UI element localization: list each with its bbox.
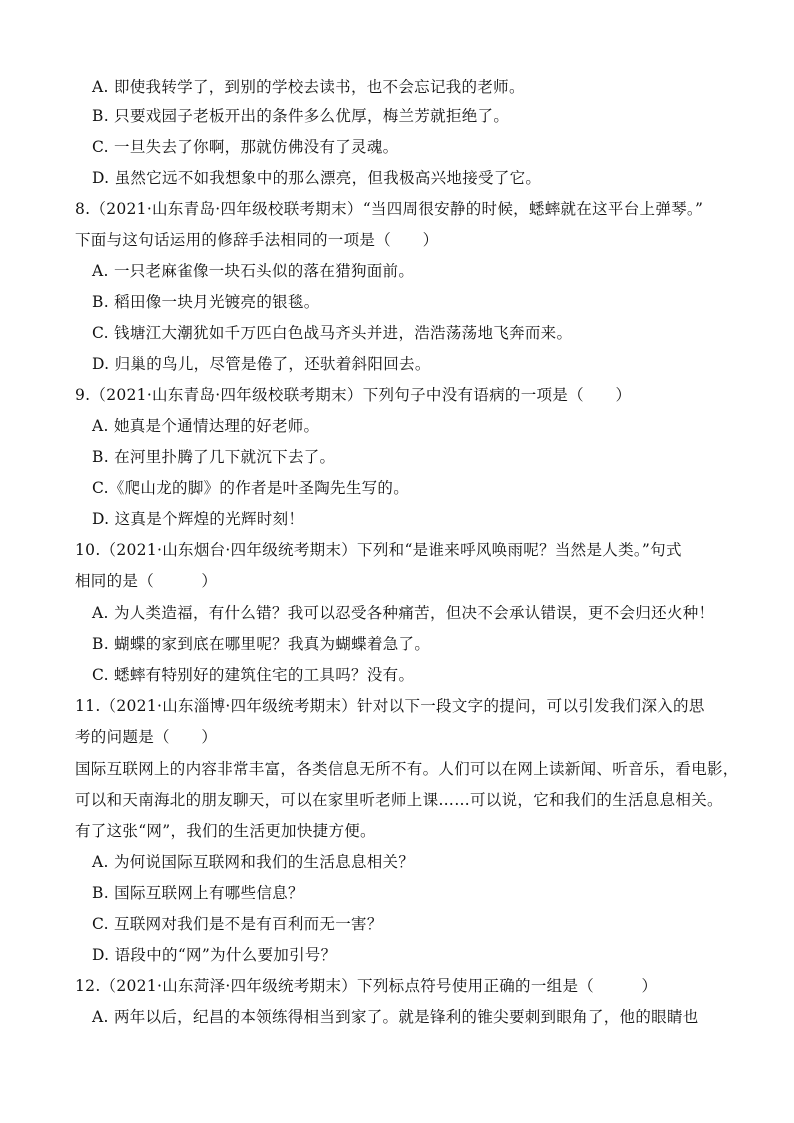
q11-passage-line2: 可以和天南海北的朋友聊天，可以在家里听老师上课……可以说，它和我们的生活息息相关。 [75, 791, 723, 809]
q8-option-b: B. 稻田像一块月光镀亮的银毯。 [92, 293, 320, 311]
q11-option-c: C. 互联网对我们是不是有百利而无一害？ [92, 915, 383, 933]
q8-option-d: D. 归巢的鸟儿，尽管是倦了，还驮着斜阳回去。 [92, 355, 431, 373]
q9-option-b: B. 在河里扑腾了几下就沉下去了。 [92, 448, 336, 466]
q7-option-d: D. 虽然它远不如我想象中的那么漂亮，但我极高兴地接受了它。 [92, 169, 542, 187]
q11-stem-line1: 11.（2021·山东淄博·四年级统考期末）针对以下一段文字的提问，可以引发我们深入的思 [75, 697, 705, 715]
q9-stem: 9.（2021·山东青岛·四年级校联考期末）下列句子中没有语病的一项是（ ） [75, 386, 632, 404]
q8-option-a: A. 一只老麻雀像一块石头似的落在猎狗面前。 [92, 262, 415, 280]
q10-option-a: A. 为人类造福，有什么错？我可以忍受各种痛苦，但决不会承认错误，更不会归还火种！ [92, 604, 715, 622]
q7-option-b: B. 只要戏园子老板开出的条件多么优厚，梅兰芳就拒绝了。 [92, 107, 510, 125]
q8-stem-line1: 8.（2021·山东青岛·四年级校联考期末）“当四周很安静的时候，蟋蟀就在这平台上弹琴。” [75, 200, 704, 218]
q9-option-a: A. 她真是个通情达理的好老师。 [92, 417, 320, 435]
q11-option-d: D. 语段中的“网”为什么要加引号？ [92, 946, 337, 964]
q11-passage-line1: 国际互联网上的内容非常丰富，各类信息无所不有。人们可以在网上读新闻、听音乐，看电影， [75, 760, 739, 778]
q11-passage-line3: 有了这张“网”，我们的生活更加快捷方便。 [75, 822, 376, 840]
q9-option-c: C.《爬山龙的脚》的作者是叶圣陶先生写的。 [92, 479, 410, 497]
q10-stem-line1: 10.（2021·山东烟台·四年级统考期末）下列和“是谁来呼风唤雨呢？当然是人类。”句式 [75, 541, 682, 559]
q12-option-a: A. 两年以后，纪昌的本领练得相当到家了。就是锋利的锥尖要刺到眼角了，他的眼睛也 [92, 1008, 699, 1026]
q11-option-b: B. 国际互联网上有哪些信息？ [92, 884, 304, 902]
q11-option-a: A. 为何说国际互联网和我们的生活息息相关？ [92, 853, 415, 871]
q10-option-b: B. 蝴蝶的家到底在哪里呢？我真为蝴蝶着急了。 [92, 635, 431, 653]
q8-option-c: C. 钱塘江大潮犹如千万匹白色战马齐头并进，浩浩荡荡地飞奔而来。 [92, 324, 573, 342]
q8-stem-line2: 下面与这句话运用的修辞手法相同的一项是（ ） [75, 231, 439, 249]
q7-option-a: A. 即使我转学了，到别的学校去读书，也不会忘记我的老师。 [92, 78, 525, 96]
q9-option-d: D. 这真是个辉煌的光辉时刻！ [92, 510, 305, 528]
q10-option-c: C. 蟋蟀有特别好的建筑住宅的工具吗？没有。 [92, 666, 415, 684]
q11-stem-line2: 考的问题是（ ） [75, 728, 218, 746]
q7-option-c: C. 一旦失去了你啊，那就仿佛没有了灵魂。 [92, 138, 399, 156]
q12-stem: 12.（2021·山东菏泽·四年级统考期末）下列标点符号使用正确的一组是（ ） [75, 977, 658, 995]
q10-stem-line2: 相同的是（ ） [75, 572, 218, 590]
